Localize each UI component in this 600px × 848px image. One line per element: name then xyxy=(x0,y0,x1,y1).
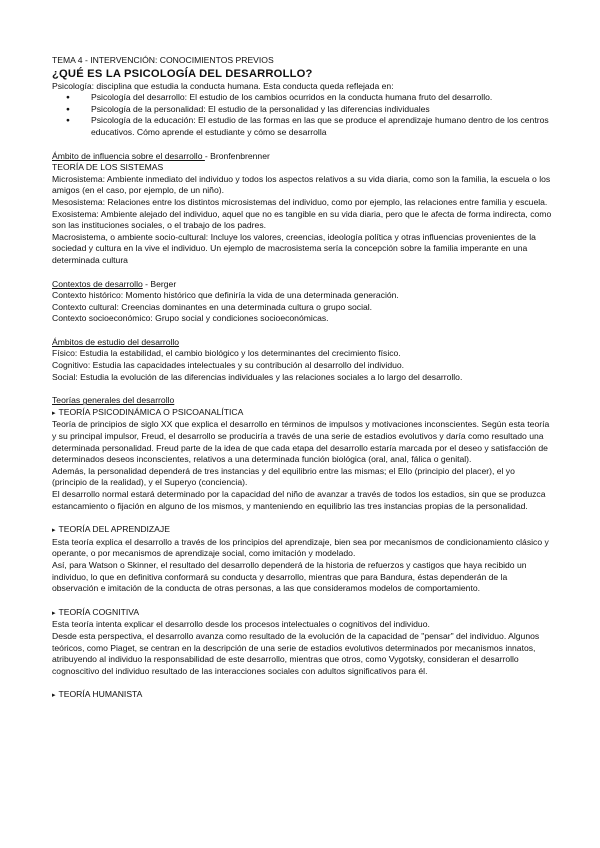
topic-header: TEMA 4 - INTERVENCIÓN: CONOCIMIENTOS PREVIOS xyxy=(52,55,274,65)
contexto-socioeconomico-text: Contexto socioeconómico: Grupo social y condiciones socioeconómicas. xyxy=(52,313,329,324)
contexto-historico-text: Contexto histórico: Momento histórico que definiría la vida de una determinada generación. xyxy=(52,290,399,301)
ambito-subheading: TEORÍA DE LOS SISTEMAS xyxy=(52,162,164,173)
triangle-bullet-icon: ▸ xyxy=(52,692,56,700)
document-page xyxy=(52,55,552,702)
ambito-heading-author: - Bronfenbrenner xyxy=(204,150,270,161)
cognitivo-text: Cognitivo: Estudia las capacidades intelectuales y su contribución al desarrollo del individuo. xyxy=(52,360,405,371)
main-title: ¿QUÉ ES LA PSICOLOGÍA DEL DESARROLLO? xyxy=(52,67,313,80)
aprendizaje-paragraph: Esta teoría explica el desarrollo a través de los principios del aprendizaje, bien sea por mecanismos de condicionamiento clásico y operante, o por mecanismos de aprendizaje social, como imitación y modelado. xyxy=(52,536,549,559)
macrosistema-text: Macrosistema, o ambiente socio-cultural: Incluye los valores, creencias, ideología política y otras influencias provenientes de la sociedad y cultura en la vive el individuo. Un ejemplo de macrosistema sería la concepción sobre la familia imperante en una determinada cultura xyxy=(52,231,536,265)
contexto-cultural-text: Contexto cultural: Creencias dominantes en una determinada cultura o grupo social. xyxy=(52,301,373,312)
list-item: ● Psicología de la personalidad: El estudio de la personalidad y las diferencias individuales xyxy=(85,104,552,116)
cognitiva-title xyxy=(52,607,552,620)
microsistema-text: Microsistema: Ambiente inmediato del individuo y todos los aspectos relativos a su vida diaria, como son la familia, la escuela o los amigos (en el caso, por ejemplo, de un niño). xyxy=(52,173,551,196)
psicodinamica-paragraph: Además, la personalidad dependerá de tres instancias y del equilibrio entre las mismas; el Ello (principio del placer), el yo (principio de la realidad), y el Superyo (conciencia). xyxy=(52,465,515,488)
social-text: Social: Estudia la evolución de las diferencias individuales y las relaciones sociales a lo largo del desarrollo. xyxy=(52,371,463,382)
contextos-heading-text: Contextos de desarrollo xyxy=(52,278,143,289)
contextos-heading xyxy=(52,279,552,291)
aprendizaje-paragraph: Así, para Watson o Skinner, el resultado del desarrollo dependerá de la historia de refuerzos y castigos que haya recibido un individuo, lo que en definitiva conformará su conducta y desarrollo, mientras que para Bandura, éstas dependerán de la observación e imitación de la conducta de otras personas, a las que consideramos modelos de comportamiento. xyxy=(52,559,527,594)
cognitiva-paragraph: Desde esta perspectiva, el desarrollo avanza como resultado de la evolución de la capacidad de "pensar" del individuo. Algunos teóricos, como Piaget, se centran en la descripción de una serie de estadios evolutivos determinados por mecanismos innatos, atribuyendo al individuo la responsabilidad de este desarrollo, mientras que otros, como Vygotsky, consideran el desarrollo cognoscitivo del individuo resultado de las interacciones sociales con adultos significativos para él. xyxy=(52,630,540,676)
teorias-heading-text: Teorías generales del desarrollo xyxy=(52,395,175,406)
aprendizaje-title-text: TEORÍA DEL APRENDIZAJE xyxy=(58,524,170,535)
psicodinamica-title xyxy=(52,407,552,420)
humanista-title-text: TEORÍA HUMANISTA xyxy=(58,689,143,700)
ambitos-estudio-heading xyxy=(52,337,552,349)
psicodinamica-paragraph: El desarrollo normal estará determinado por la capacidad del niño de avanzar a través de todos los estadios, sin que se produzca estancamiento o fijación en alguno de los mismos, y manteniendo en equilibrio las tres instancias propias de la personalidad. xyxy=(52,489,546,511)
humanista-title xyxy=(52,689,552,702)
teorias-heading xyxy=(52,395,552,407)
cognitiva-paragraph: Esta teoría intenta explicar el desarrollo desde los procesos intelectuales o cognitivos del individuo. xyxy=(52,619,430,630)
triangle-bullet-icon: ▸ xyxy=(52,409,56,417)
ambitos-estudio-heading-text: Ámbitos de estudio del desarrollo xyxy=(52,336,180,347)
mesosistema-text: Mesosistema: Relaciones entre los distintos microsistemas del individuo, como por ejemplo, las relaciones entre familia y escuela. xyxy=(52,196,548,207)
intro-text: Psicología: disciplina que estudia la conducta humana. Esta conducta queda reflejada en: xyxy=(52,80,394,91)
contextos-heading-author: - Berger xyxy=(142,278,177,289)
fisico-text: Físico: Estudia la estabilidad, el cambio biológico y los determinantes del crecimiento físico. xyxy=(52,348,401,359)
triangle-bullet-icon: ▸ xyxy=(52,527,56,535)
ambito-heading xyxy=(52,151,552,163)
aprendizaje-title xyxy=(52,524,552,537)
list-item: ● Psicología del desarrollo: El estudio de los cambios ocurridos en la conducta humana fruto del desarrollo. xyxy=(85,92,552,104)
intro-bullet-list xyxy=(52,92,552,138)
psicodinamica-title-text: TEORÍA PSICODINÁMICA O PSICOANALÍTICA xyxy=(58,406,244,417)
list-item: ● Psicología de la educación: El estudio de las formas en las que se produce el aprendizaje humano dentro de los centros educativos. Cómo aprende el estudiante y cómo se desarrolla xyxy=(85,115,552,138)
ambito-heading-text: Ámbito de influencia sobre el desarrollo xyxy=(52,150,205,161)
cognitiva-title-text: TEORÍA COGNITIVA xyxy=(58,606,140,617)
triangle-bullet-icon: ▸ xyxy=(52,609,56,617)
psicodinamica-paragraph: Teoría de principios de siglo XX que explica el desarrollo en términos de impulsos y motivaciones inconscientes. Según esta teoría y su principal impulsor, Freud, el desarrollo se produciría a través de una serie de estadios evolutivos y daría como resultado una determinada personalidad. Freud parte de la idea de que cada etapa del desarrollo estaría marcada por el deseo y satisfacción de determinados deseos inconscientes, relativos a una determinada función biológica (oral, anal, fálica o genital). xyxy=(52,419,550,465)
exosistema-text: Exosistema: Ambiente alejado del individuo, aquel que no es tangible en su vida diaria, pero que le afecta de forma indirecta, como son las instituciones sociales, o el trabajo de los padres. xyxy=(52,208,552,231)
